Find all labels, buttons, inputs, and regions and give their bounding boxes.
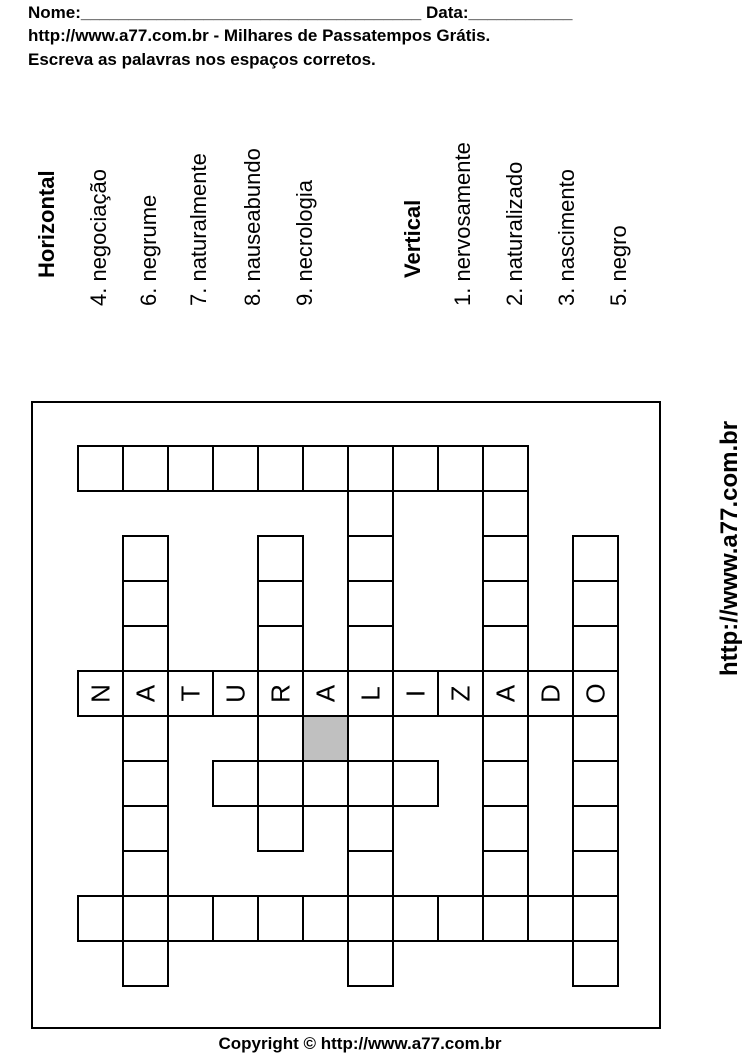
grid-cell[interactable] [303, 896, 348, 941]
clue-horizontal-8: 8. nauseabundo [240, 148, 265, 306]
grid-cell[interactable] [573, 806, 618, 851]
clue-vertical-2: 2. naturalizado [502, 161, 527, 306]
grid-letter: Z [445, 685, 476, 702]
grid-letter: O [580, 683, 611, 704]
grid-letter: A [310, 684, 341, 703]
grid-cell[interactable] [393, 761, 438, 806]
grid-cell[interactable] [483, 851, 528, 896]
grid-cell[interactable] [123, 851, 168, 896]
grid-cell[interactable] [393, 671, 438, 716]
grid-cell[interactable] [123, 671, 168, 716]
grid-cell[interactable] [258, 671, 303, 716]
clue-horizontal-4: 4. negociação [86, 169, 111, 306]
grid-cell[interactable] [258, 446, 303, 491]
grid-cell[interactable] [78, 446, 123, 491]
grid-cell[interactable] [348, 896, 393, 941]
grid-cell[interactable] [483, 806, 528, 851]
grid-letter: D [535, 684, 566, 703]
grid-cell[interactable] [483, 761, 528, 806]
grid-letter: U [220, 684, 251, 703]
grid-cell[interactable] [258, 761, 303, 806]
grid-letter: I [400, 689, 431, 698]
horizontal-heading: Horizontal [34, 170, 59, 278]
grid-cell[interactable] [573, 896, 618, 941]
grid-letter: A [490, 684, 521, 703]
grid-cell[interactable] [213, 896, 258, 941]
grid-cell[interactable] [573, 851, 618, 896]
grid-cell[interactable] [483, 626, 528, 671]
grid-cell[interactable] [348, 536, 393, 581]
grid-cell[interactable] [348, 716, 393, 761]
grid-cell[interactable] [213, 446, 258, 491]
grid-cell[interactable] [348, 671, 393, 716]
grid-cell[interactable] [348, 446, 393, 491]
grid-cell[interactable] [573, 536, 618, 581]
grid-cell[interactable] [258, 806, 303, 851]
grid-cell[interactable] [303, 761, 348, 806]
grid-cell[interactable] [123, 941, 168, 986]
grid-cell[interactable] [348, 806, 393, 851]
grid-cell[interactable] [348, 626, 393, 671]
grid-cell[interactable] [123, 806, 168, 851]
grid-letter: T [175, 685, 206, 702]
grid-cell[interactable] [573, 626, 618, 671]
grid-cell[interactable] [528, 671, 573, 716]
grid-cell[interactable] [483, 491, 528, 536]
grid-cell[interactable] [483, 581, 528, 626]
grid-cell[interactable] [348, 581, 393, 626]
side-url: http://www.a77.com.br [716, 420, 743, 676]
vertical-heading: Vertical [400, 199, 425, 278]
grid-cell[interactable] [258, 716, 303, 761]
grid-cell[interactable] [573, 941, 618, 986]
grid-cell[interactable] [483, 536, 528, 581]
grid-cell[interactable] [438, 896, 483, 941]
name-date-line: Nome:____________________________________ Data:___________ [28, 3, 573, 22]
copyright: Copyright © http://www.a77.com.br [218, 1034, 502, 1053]
grid-cell[interactable] [348, 491, 393, 536]
grid-letter: L [355, 686, 386, 701]
grid-cell[interactable] [393, 446, 438, 491]
grid-cell[interactable] [258, 536, 303, 581]
grid-cell[interactable] [258, 626, 303, 671]
grid-cell[interactable] [573, 581, 618, 626]
grid-letter: R [265, 684, 296, 703]
clue-list [0, 0, 720, 360]
grid-cell[interactable] [438, 671, 483, 716]
grid-cell[interactable] [168, 446, 213, 491]
grid-cell[interactable] [573, 671, 618, 716]
grid-cell[interactable] [528, 896, 573, 941]
grid-cell[interactable] [258, 581, 303, 626]
grid-cell[interactable] [78, 671, 123, 716]
grid-cell[interactable] [123, 536, 168, 581]
grid-cell[interactable] [348, 761, 393, 806]
grid-cell[interactable] [483, 716, 528, 761]
instruction-line: Escreva as palavras nos espaços corretos. [28, 50, 376, 69]
grid-cell[interactable] [348, 941, 393, 986]
grid-cell[interactable] [213, 761, 258, 806]
grid-cell[interactable] [438, 446, 483, 491]
grid-cell[interactable] [123, 626, 168, 671]
grid-cell[interactable] [483, 446, 528, 491]
clue-vertical-5: 5. negro [606, 225, 631, 306]
grid-cell[interactable] [393, 896, 438, 941]
clue-horizontal-9: 9. necrologia [292, 180, 317, 306]
grid-cell[interactable] [483, 896, 528, 941]
grid-cell[interactable] [258, 896, 303, 941]
grid-cell[interactable] [303, 446, 348, 491]
grid-cell[interactable] [123, 896, 168, 941]
blocked-cell [303, 716, 348, 761]
grid-cell[interactable] [78, 896, 123, 941]
clue-horizontal-7: 7. naturalmente [186, 153, 211, 306]
grid-cell[interactable] [483, 671, 528, 716]
clue-horizontal-6: 6. negrume [136, 194, 161, 306]
grid-cell[interactable] [123, 716, 168, 761]
grid-cell[interactable] [213, 671, 258, 716]
grid-cell[interactable] [123, 581, 168, 626]
grid-cell[interactable] [303, 671, 348, 716]
clue-vertical-1: 1. nervosamente [450, 142, 475, 306]
grid-letter: N [85, 684, 116, 703]
grid-cell[interactable] [348, 851, 393, 896]
grid-cell[interactable] [123, 761, 168, 806]
grid-cell[interactable] [573, 761, 618, 806]
grid-cell[interactable] [168, 896, 213, 941]
grid-cell[interactable] [168, 671, 213, 716]
grid-letter: A [130, 684, 161, 703]
grid-cell[interactable] [573, 716, 618, 761]
site-line: http://www.a77.com.br - Milhares de Passatempos Grátis. [28, 26, 491, 45]
grid-cell[interactable] [123, 446, 168, 491]
clue-vertical-3: 3. nascimento [554, 169, 579, 306]
